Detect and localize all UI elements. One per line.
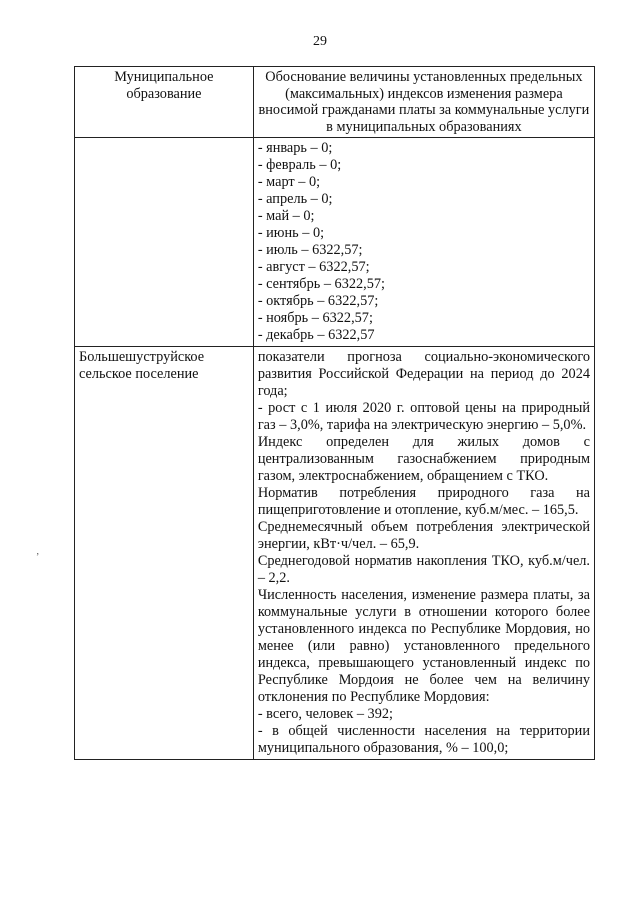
month-line: - октябрь – 6322,57; — [257, 293, 379, 309]
month-line: - июль – 6322,57; — [257, 242, 363, 258]
paragraph: Норматив потребления природного газа на пищеприготовление и отопление, куб.м/мес. – 165,5. — [257, 485, 590, 518]
paragraph: Среднемесячный объем потребления электрической энергии, кВт·ч/чел. – 65,9. — [257, 519, 590, 552]
month-line: - март – 0; — [257, 174, 321, 190]
table-row — [75, 138, 595, 347]
month-line: - август – 6322,57; — [257, 259, 370, 275]
month-line: - сентябрь – 6322,57; — [257, 276, 385, 292]
margin-mark: ‚ — [36, 546, 40, 557]
month-line: - апрель – 0; — [257, 191, 333, 207]
paragraph: показатели прогноза социально-экономического развития Российской Федерации на период до 2024 года; — [257, 349, 590, 399]
header-justification: Обоснование величины установленных предельных (максимальных) индексов изменения размера вносимой гражданами платы за коммунальные услуги в муниципальных образованиях — [253, 67, 594, 138]
municipality-cell — [75, 138, 254, 347]
paragraph: Индекс определен для жилых домов с централизованным газоснабжением природным газом, электроснабжением, обращением с ТКО. — [257, 434, 590, 484]
header-municipality: Муниципальное образование — [75, 67, 254, 138]
paragraph: Среднегодовой норматив накопления ТКО, куб.м/чел. – 2,2. — [257, 553, 590, 586]
table-header-row — [75, 67, 595, 138]
month-line: - февраль – 0; — [257, 157, 342, 173]
page-number: 29 — [313, 34, 327, 49]
justification-cell — [253, 138, 594, 347]
month-line: - январь – 0; — [257, 140, 333, 156]
table-row — [75, 347, 595, 760]
municipality-cell: Большешуструйское сельское поселение — [75, 347, 254, 760]
month-line: - май – 0; — [257, 208, 315, 224]
month-line: - ноябрь – 6322,57; — [257, 310, 373, 326]
justification-cell — [253, 347, 594, 760]
paragraph: - в общей численности населения на территории муниципального образования, % – 100,0; — [257, 723, 590, 756]
month-line: - июнь – 0; — [257, 225, 325, 241]
justification-table — [74, 66, 595, 760]
paragraph: - рост с 1 июля 2020 г. оптовой цены на природный газ – 3,0%, тарифа на электрическую энергию – 5,0%. — [257, 400, 590, 433]
month-line: - декабрь – 6322,57 — [257, 327, 375, 343]
paragraph: - всего, человек – 392; — [257, 706, 393, 722]
paragraph: Численность населения, изменение размера платы, за коммунальные услуги в отношении которого более установленного индекса по Республике Мордовия, но менее (или равно) установленного предельного индекса, превышающего установленный индекс по Республике Мордоия не более чем на величину отклонения по Республике Мордовия: — [257, 587, 590, 705]
